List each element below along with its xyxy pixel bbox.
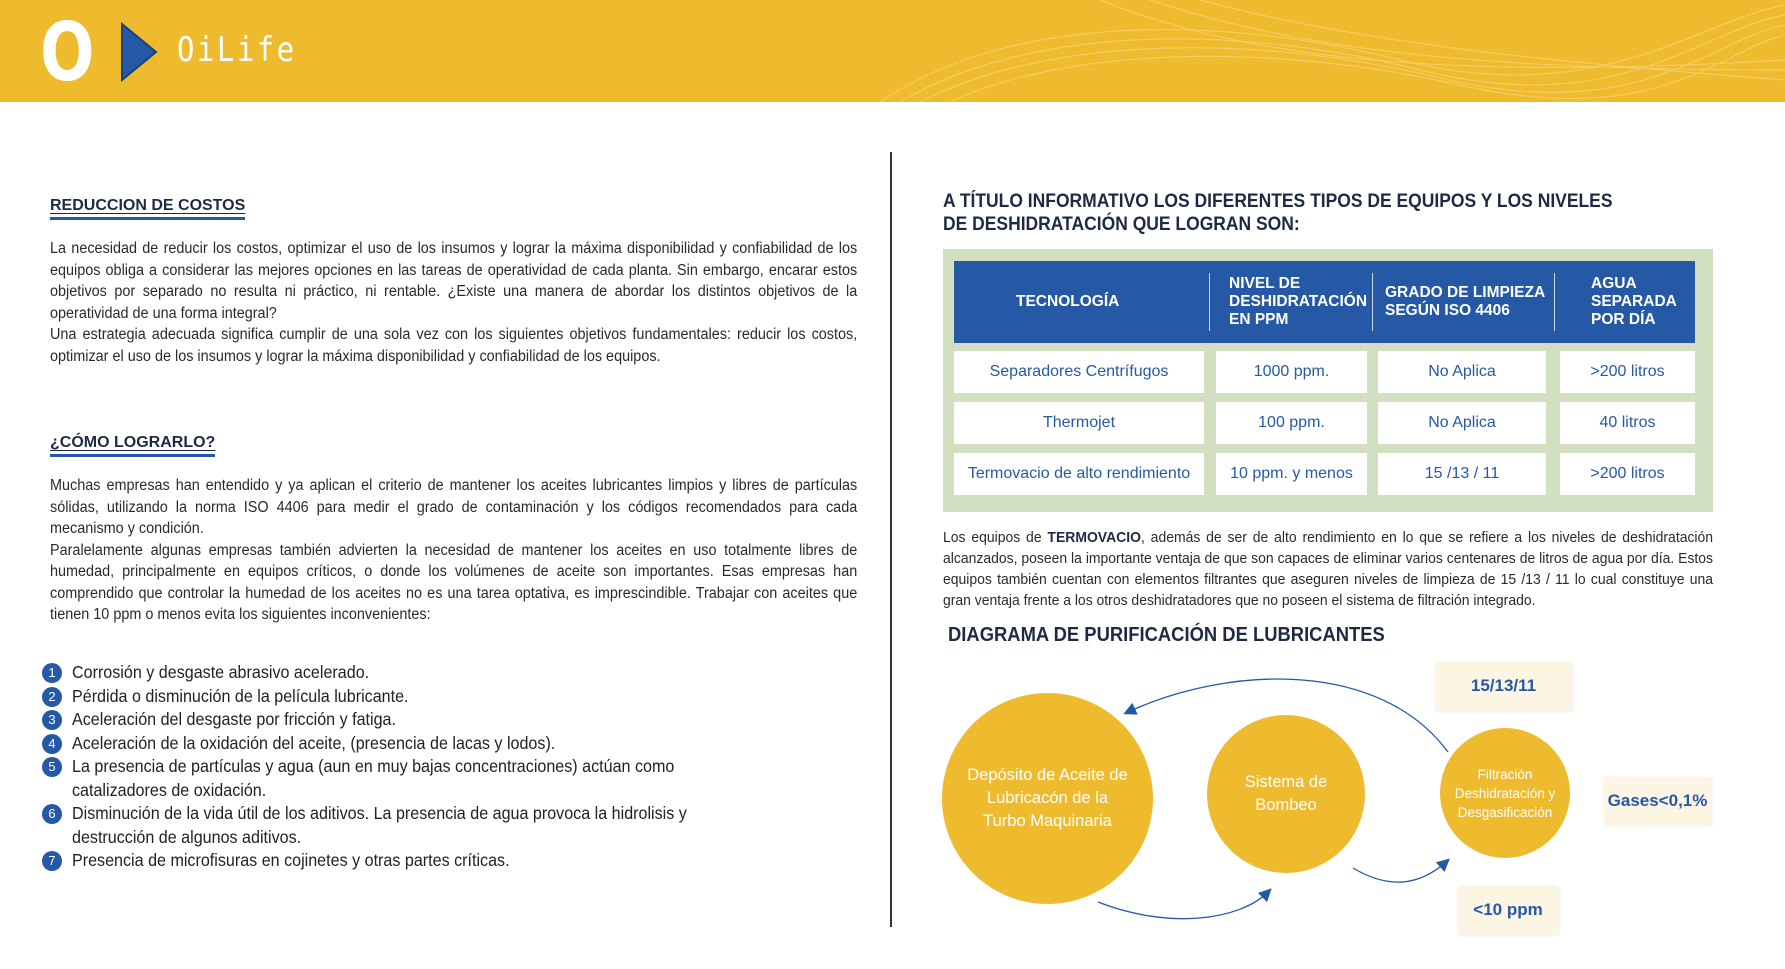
section-title-text: REDUCCION DE COSTOS <box>50 197 246 214</box>
paragraph-text: Una estrategia adecuada significa cumplir de una sola vez con los siguientes objetivos fundamentales: reducir los costos, optimizar el uso de los insumos y lograr la máxima disponibilidad y confiabilidad de los equipos. <box>50 326 858 365</box>
node-filter <box>1440 728 1570 858</box>
list-number-badge: 7 <box>42 851 62 871</box>
paragraph-text: La necesidad de reducir los costos, optimizar el uso de los insumos y lograr la máxima disponibilidad y confiabilidad de los equipos obliga a considerar las mejores opciones en las tareas de operatividad de cada planta. Sin embargo, encarar estos objetivos por separado no resulta ni práctico, ni rentable. ¿Existe una manera de abordar los distintos objetivos de la operatividad de una forma integral? <box>50 240 858 322</box>
node-pump <box>1207 715 1365 873</box>
arrow-pump-to-filter <box>1353 862 1446 882</box>
list-item-text: Aceleración del desgaste por fricción y fatiga. <box>72 709 396 729</box>
paragraph-text: Los equipos de <box>943 529 1048 546</box>
callout-water: <10 ppm <box>1458 886 1558 934</box>
table-cell: Separadores Centrífugos <box>954 351 1204 393</box>
right-section-title: A TÍTULO INFORMATIVO LOS DIFERENTES TIPOS DE EQUIPOS Y LOS NIVELES DE DESHIDRATACIÓN QUE LOGRAN SON: <box>943 191 1613 235</box>
list-item-text: Corrosión y desgaste abrasivo acelerado. <box>72 662 370 682</box>
table-header-cell: TECNOLOGÍA <box>1016 293 1120 310</box>
list-number-badge: 2 <box>42 687 62 707</box>
paragraph-text: Muchas empresas han entendido y ya aplican el criterio de mantener los aceites lubricantes limpios y libres de partículas sólidas, utilizando la norma ISO 4406 para medir el grado de contaminación y los códigos recomendados para cada mecanismo y condición. <box>50 477 858 537</box>
table-header-cell: GRADO DE LIMPIEZA SEGÚN ISO 4406 <box>1385 284 1545 319</box>
list-number-badge: 6 <box>42 804 62 824</box>
node-deposit-label: Depósito de Aceite de Lubricacón de la Turbo Maquinaria <box>967 766 1128 830</box>
table-cell: 15 /13 / 11 <box>1378 453 1546 495</box>
list-item-text: Presencia de microfisuras en cojinetes y otras partes críticas. <box>72 850 510 870</box>
list-number-badge: 1 <box>42 663 62 683</box>
list-item-text: Disminución de la vida útil de los aditivos. La presencia de agua provoca la hidrolisis y destrucción de algunos aditivos. <box>72 803 687 847</box>
list-item-text: La presencia de partículas y agua (aun en muy bajas concentraciones) actúan como catalizadores de oxidación. <box>72 756 675 800</box>
logo-letter: O <box>40 6 95 99</box>
section-title-text: ¿CÓMO LOGRARLO? <box>50 434 216 451</box>
table-cell: 1000 ppm. <box>1216 351 1367 393</box>
table-cell: Thermojet <box>954 402 1204 444</box>
list-item-text: Pérdida o disminución de la película lubricante. <box>72 685 409 706</box>
table-cell: 100 ppm. <box>1216 402 1367 444</box>
callout-cleanliness: 15/13/11 <box>1435 662 1572 710</box>
node-pump-label: Sistema de Bombeo <box>1244 773 1328 814</box>
table-cell: 10 ppm. y menos <box>1216 453 1367 495</box>
node-filter-label: Filtración Deshidratación y Desgasificación <box>1454 766 1556 820</box>
paragraph-text: , además de ser de alto rendimiento en lo que se refiere a los niveles de deshidratación alcanzados, poseen la importante ventaja de que son capaces de eliminar varios centenares de litros de agua por día. Estos equipos también cuentan con elementos filtrantes que aseguren niveles de limpieza de 15 /13 / 11 lo cual constituye una gran ventaja frente a los otros deshidratadores que no poseen el sistema de filtración integrado. <box>943 529 1714 609</box>
table-header-cell: NIVEL DE DESHIDRATACIÓN EN PPM <box>1229 275 1368 328</box>
paragraph-text: Paralelamente algunas empresas también advierten la necesidad de mantener los aceites en uso totalmente libres de humedad, principalmente en equipos críticos, o donde los volúmenes de aceite son importantes. Esas empresas han comprendido que controlar la humedad de los aceites no es una tarea optativa, es imprescindible. Trabajar con aceites que tienen 10 ppm o menos evita los siguientes inconvenientes: <box>50 541 858 623</box>
node-deposit <box>942 693 1153 904</box>
table-cell: No Aplica <box>1378 351 1546 393</box>
list-number-badge: 3 <box>42 710 62 730</box>
brand-name: OiLife <box>177 30 297 70</box>
table-cell: No Aplica <box>1378 402 1546 444</box>
table-cell: >200 litros <box>1560 351 1695 393</box>
table-header-cell: AGUA SEPARADA POR DÍA <box>1591 275 1677 328</box>
diagram-title: DIAGRAMA DE PURIFICACIÓN DE LUBRICANTES <box>948 624 1385 646</box>
table-cell: 40 litros <box>1560 402 1695 444</box>
table-cell: >200 litros <box>1560 453 1695 495</box>
list-item-text: Aceleración de la oxidación del aceite, (presencia de lacas y lodos). <box>72 732 556 753</box>
callout-gases: Gases<0,1% <box>1604 777 1711 825</box>
termovacio-bold: TERMOVACIO <box>1047 529 1141 546</box>
arrow-deposit-to-pump <box>1098 892 1268 919</box>
list-number-badge: 4 <box>42 734 62 754</box>
list-number-badge: 5 <box>42 757 62 777</box>
table-cell: Termovacio de alto rendimiento <box>954 453 1204 495</box>
